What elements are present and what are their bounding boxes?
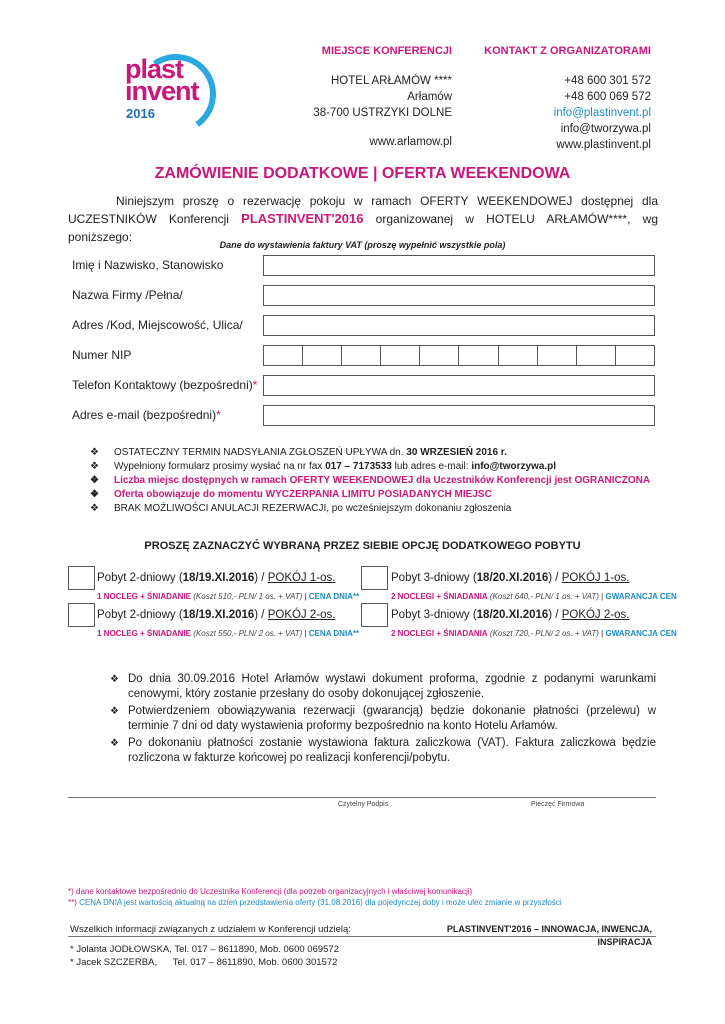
organizer-phone-1: +48 600 301 572 [564,75,651,87]
list-item: ❖ Wypełniony formularz prosimy wysłać na nr fax 017 – 7173533 lub adres e-mail: info@tworzywa.pl [90,461,557,472]
option-sub-3: 1 NOCLEG + ŚNIADANIE (Koszt 550,- PLN/ 2 os. + VAT) | CENA DNIA** [97,629,360,638]
option-checkbox-2[interactable] [361,566,388,590]
signature-line [68,797,656,798]
options-heading: PROSZĘ ZAZNACZYĆ WYBRANĄ PRZEZ SIEBIE OPCJĘ DODATKOWEGO POBYTU [144,540,581,552]
organizer-website[interactable]: www.plastinvent.pl [556,139,651,151]
option-checkbox-3[interactable] [68,603,95,627]
address-input[interactable] [263,315,655,336]
option-label-1: Pobyt 2-dniowy (18/19.XI.2016) / POKÓJ 1-os. [97,572,336,584]
venue-hotel: HOTEL ARŁAMÓW **** [331,75,452,87]
intro-part1: Niniejszym proszę o rezerwację pokoju w ramach OFERTY WEEKENDOWEJ dostępnej dla UCZESTNIKÓW Konferencji [68,194,658,226]
list-item: ❖ Do dnia 30.09.2016 Hotel Arłamów wystawi dokument proforma, zgodnie z podanymi warunkami cenowymi, który zostanie przesłany do osoby dokonującej zgłoszenie. [110,673,656,700]
footer-info: Wszelkich informacji związanych z udziałem w Konferencji udzielą: [70,924,351,935]
option-checkbox-1[interactable] [68,566,95,590]
name-input[interactable] [263,255,655,276]
page-title: ZAMÓWIENIE DODATKOWE | OFERTA WEEKENDOWA [154,165,571,182]
venue-place: Arłamów [407,91,452,103]
option-label-2: Pobyt 3-dniowy (18/20.XI.2016) / POKÓJ 1-os. [391,572,630,584]
phone-input[interactable] [263,375,655,396]
list-item: ❖ Oferta obowiązuje do momentu WYCZERPANIA LIMITU POSIADANYCH MIEJSC [90,489,492,500]
organizer-email-2[interactable]: info@tworzywa.pl [560,123,651,135]
organizer-phone-2: +48 600 069 572 [564,91,651,103]
venue-address: 38-700 USTRZYKI DOLNE [313,107,452,119]
note-contact: *) dane kontaktowe bezpośrednio do Uczestnika Konferencji (dla potrzeb organizacyjnych i właściwej komunikacji) [68,887,473,896]
intro-paragraph [68,192,658,246]
organizers-heading: KONTAKT Z ORGANIZATORAMI [484,45,651,57]
terms-list [110,672,656,768]
email-label: Adres e-mail (bezpośredni)* [72,408,221,422]
option-label-4: Pobyt 3-dniowy (18/20.XI.2016) / POKÓJ 2-os. [391,609,630,621]
plastinvent-logo [122,48,222,138]
logo-line1: plast [125,54,184,84]
logo-year: 2016 [126,106,155,121]
option-sub-2: 2 NOCLEGI + ŚNIADANIA (Koszt 640,- PLN/ 1 os. + VAT) | GWARANCJA CEN [391,592,677,601]
option-sub-1: 1 NOCLEG + ŚNIADANIE (Koszt 510,- PLN/ 1 os. + VAT) | CENA DNIA** [97,592,360,601]
organizers-block [470,43,651,153]
company-label: Nazwa Firmy /Pełna/ [72,288,183,302]
nip-label: Numer NIP [72,348,132,362]
organizer-email-1[interactable]: info@plastinvent.pl [553,107,651,119]
email-input[interactable] [263,405,655,426]
invoice-note: Dane do wystawienia faktury VAT (proszę wypełnić wszystkie pola) [219,240,506,250]
contact-szczerba: * Jacek SZCZERBA, Tel. 017 – 8611890, Mob. 0600 301572 [70,957,338,968]
note-price: **) CENA DNIA jest wartością aktualną na dzień przedstawienia oferty (31.08.2016) dla pojedynczej doby i może ulec zmianie w przyszłości [68,898,562,907]
venue-heading: MIEJSCE KONFERENCJI [321,45,452,57]
stamp-label: Pieczęć Firmowa [531,801,585,808]
list-item: ❖ Po dokonaniu płatności zostanie wystawiona faktura zaliczkowa (VAT). Faktura zaliczkowa będzie rozliczona w fakturze końcowej po realizacji konferencji/pobytu. [110,737,656,764]
list-item: ❖ BRAK MOŻLIWOŚCI ANULACJI REZERWACJI, po wcześniejszym dokonaniu zgłoszenia [90,503,512,514]
intro-brand: PLASTINVENT'2016 [241,211,364,226]
address-label: Adres /Kod, Miejscowość, Ulica/ [72,318,243,332]
list-item: ❖ OSTATECZNY TERMIN NADSYŁANIA ZGŁOSZEŃ UPŁYWA dn. 30 WRZESIEŃ 2016 r. [90,447,507,458]
list-item: ❖ Liczba miejsc dostępnych w ramach OFERTY WEEKENDOWEJ dla Uczestników Konferencji jest OGRANICZONA [90,475,651,486]
contact-jodlowska: * Jolanta JODŁOWSKA, Tel. 017 – 8611890, Mob. 0600 069572 [70,944,339,955]
nip-input[interactable] [263,345,655,366]
option-checkbox-4[interactable] [361,603,388,627]
company-input[interactable] [263,285,655,306]
option-label-3: Pobyt 2-dniowy (18/19.XI.2016) / POKÓJ 2-os. [97,609,336,621]
phone-label: Telefon Kontaktowy (bezpośredni)* [72,378,258,392]
venue-website[interactable]: www.arlamow.pl [369,136,452,148]
info-bullets [90,446,670,516]
footer-tagline: PLASTINVENT'2016 – INNOWACJA, INWENCJA, INSPIRACJA [446,924,652,947]
list-item: ❖ Potwierdzeniem obowiązywania rezerwacji (gwarancją) będzie dokonanie płatności (przelewu) w terminie 7 dni od daty wystawienia proformy bezpośrednio na konto Hotelu Arłamów. [110,705,656,732]
name-label: Imię i Nazwisko, Stanowisko [72,258,224,272]
signature-label: Czytelny Podpis [338,801,389,808]
intro-part2: organizowanej w HOTELU ARŁAMÓW****, wg poniższego: [68,212,658,244]
option-sub-4: 2 NOCLEGI + ŚNIADANIA (Koszt 720,- PLN/ 2 os. + VAT) | GWARANCJA CEN [391,629,677,638]
venue-block [300,43,452,150]
logo-line2: invent [125,76,199,106]
footer-divider [68,936,656,937]
